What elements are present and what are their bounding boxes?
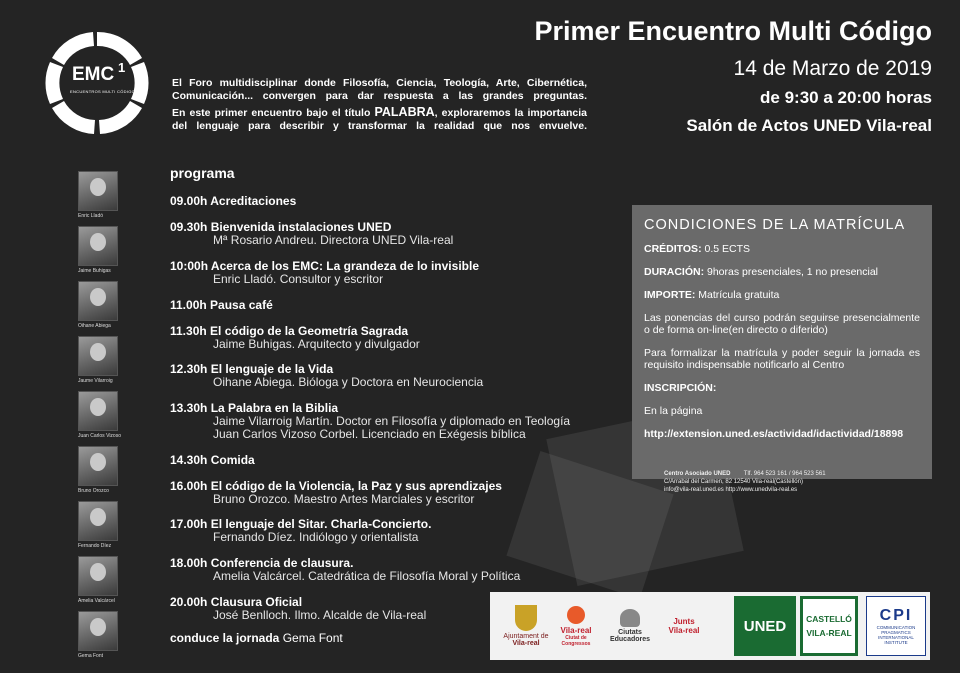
ciutats-educadores-logo: Ciutats Educadores [602, 598, 658, 654]
duracion-row: DURACIÓN: 9horas presenciales, 1 no presencial [644, 266, 879, 278]
program-item-detail: Bruno Orozco. Maestro Artes Marciales y escritor [213, 492, 475, 506]
speaker-caption: Jaime Buhigas [78, 268, 111, 274]
event-venue: Salón de Actos UNED Vila-real [686, 116, 932, 135]
inscripcion-text: En la página [644, 405, 703, 417]
speaker-photo [78, 556, 118, 596]
speaker-photo [78, 336, 118, 376]
program-item-detail: Jaime Vilarroig Martín. Doctor en Filosofía y diplomado en Teología [213, 414, 571, 428]
contact-info: Centro Asociado UNED Tlf. 964 523 161 / 964 523 561 C/Arrabal del Carmen, 82 12540 Vila-real(Castellón) info@vila-real.uned.es http://www.unedvila-real.es [664, 471, 826, 493]
program-item-detail: Fernando Díez. Indiólogo y orientalista [213, 530, 419, 544]
intro-text [172, 77, 587, 136]
program-item-title: 16.00h El código de la Violencia, la Paz y sus aprendizajes [170, 479, 502, 493]
speaker-caption: Jaume Vilarroig [78, 378, 113, 384]
program-item-detail: Amelia Valcárcel. Catedrática de Filosofía Moral y Política [213, 569, 521, 583]
program-item-title: 18.00h Conferencia de clausura. [170, 556, 354, 570]
speaker-caption: Fernando Díez [78, 543, 112, 549]
speaker-caption: Amelia Valcárcel [78, 598, 115, 604]
program-item [170, 363, 483, 389]
ajuntament-logo: Ajuntament de Vila-real [500, 598, 552, 654]
importe-row: IMPORTE: Matrícula gratuita [644, 289, 780, 301]
uned-castello-logo: CASTELLÓ VILA-REAL [800, 596, 858, 656]
program-item-title: 10:00h Acerca de los EMC: La grandeza de lo invisible [170, 259, 479, 273]
event-date: 14 de Marzo de 2019 [733, 57, 932, 80]
junts-vilareal-logo: Junts Vila-real [668, 617, 700, 635]
speaker-photo [78, 226, 118, 266]
program-item [170, 221, 453, 247]
conditions-panel [632, 205, 932, 479]
program-item-detail: José Benlloch. Ilmo. Alcalde de Vila-real [213, 608, 427, 622]
speaker-photo [78, 446, 118, 486]
program-item-title: 17.00h El lenguaje del Sitar. Charla-Concierto. [170, 517, 432, 531]
conduce-line: conduce la jornada Gema Font [170, 631, 343, 645]
program-item [170, 480, 502, 506]
logo-superscript: 1 [118, 60, 126, 75]
program-item [170, 299, 273, 312]
event-hours: de 9:30 a 20:00 horas [760, 88, 932, 107]
program-item-title: 12.30h El lenguaje de la Vida [170, 362, 334, 376]
program-item-title: 11.30h El código de la Geometría Sagrada [170, 324, 409, 338]
cpi-logo: CPI COMMUNICATION PRAGMATICS INTERNATIONAL INSTITUTE [866, 596, 926, 656]
requirement-note: Para formalizar la matrícula y poder seguir la jornada es requisito indispensable notificarlo al Centro [644, 347, 920, 371]
event-title: Primer Encuentro Multi Código [534, 16, 932, 46]
program-item-detail: Oihane Abiega. Bióloga y Doctora en Neurociencia [213, 375, 484, 389]
program-item-title: 09.30h Bienvenida instalaciones UNED [170, 220, 392, 234]
program-item-title: 20.00h Clausura Oficial [170, 595, 303, 609]
speaker-caption: Juan Carlos Vizoso [78, 433, 121, 439]
program-heading: programa [170, 165, 235, 181]
program-item [170, 195, 296, 208]
program-item-title: 11.00h Pausa café [170, 298, 273, 312]
conditions-heading: CONDICIONES DE LA MATRÍCULA [644, 217, 906, 233]
program-item [170, 402, 570, 441]
inscripcion-link[interactable]: http://extension.uned.es/actividad/idactividad/18898 [644, 428, 904, 440]
logo-text: EMC [72, 64, 115, 85]
intro-paragraph: El Foro multidisciplinar donde Filosofía, Ciencia, Teología, Arte, Cibernética, Comunicación... convergen para dar respuesta a las grandes preguntas. [172, 77, 587, 102]
program-item-detail: Mª Rosario Andreu. Directora UNED Vila-real [213, 233, 454, 247]
intro-paragraph: En este primer encuentro bajo el título PALABRA, exploraremos la importancia del lenguaje para describir y transformar la realidad que nos envuelve. [172, 105, 587, 132]
program-item-title: 09.00h Acreditaciones [170, 194, 297, 208]
inscripcion-label: INSCRIPCIÓN: [644, 382, 717, 394]
program-item [170, 325, 420, 351]
program-item [170, 518, 431, 544]
program-item [170, 454, 255, 467]
speaker-caption: Bruno Orozco [78, 488, 109, 494]
speaker-caption: Oihane Abiega [78, 323, 111, 329]
program-item-detail: Jaime Buhigas. Arquitecto y divulgador [213, 337, 420, 351]
sponsor-logos [490, 592, 930, 660]
speaker-caption: Enric Lladó [78, 213, 104, 219]
program-item [170, 596, 426, 622]
program-item [170, 260, 479, 286]
program-item-detail: Enric Lladó. Consultor y escritor [213, 272, 384, 286]
vilareal-congresos-logo: Vila-real Ciutat de Congressos [554, 598, 598, 654]
keyword: PALABRA [374, 105, 435, 119]
speaker-photo [78, 171, 118, 211]
speaker-photo [78, 391, 118, 431]
program-item-title: 14.30h Comida [170, 453, 255, 467]
uned-logo: UNED [734, 596, 796, 656]
program-item-title: 13.30h La Palabra en la Biblia [170, 401, 339, 415]
logo-subtitle: ENCUENTROS MULTI CÓDIGO [70, 89, 136, 94]
creditos-row: CRÉDITOS: 0.5 ECTS [644, 243, 750, 255]
speaker-photo [78, 501, 118, 541]
speaker-photo [78, 611, 118, 651]
speaker-caption: Gema Font [78, 653, 104, 659]
speaker-photo [78, 281, 118, 321]
online-note: Las ponencias del curso podrán seguirse presencialmente o de forma on-line(en directo o diferido) [644, 312, 920, 336]
program-item [170, 557, 520, 583]
program-item-detail: Juan Carlos Vizoso Corbel. Licenciado en Exégesis bíblica [213, 427, 526, 441]
